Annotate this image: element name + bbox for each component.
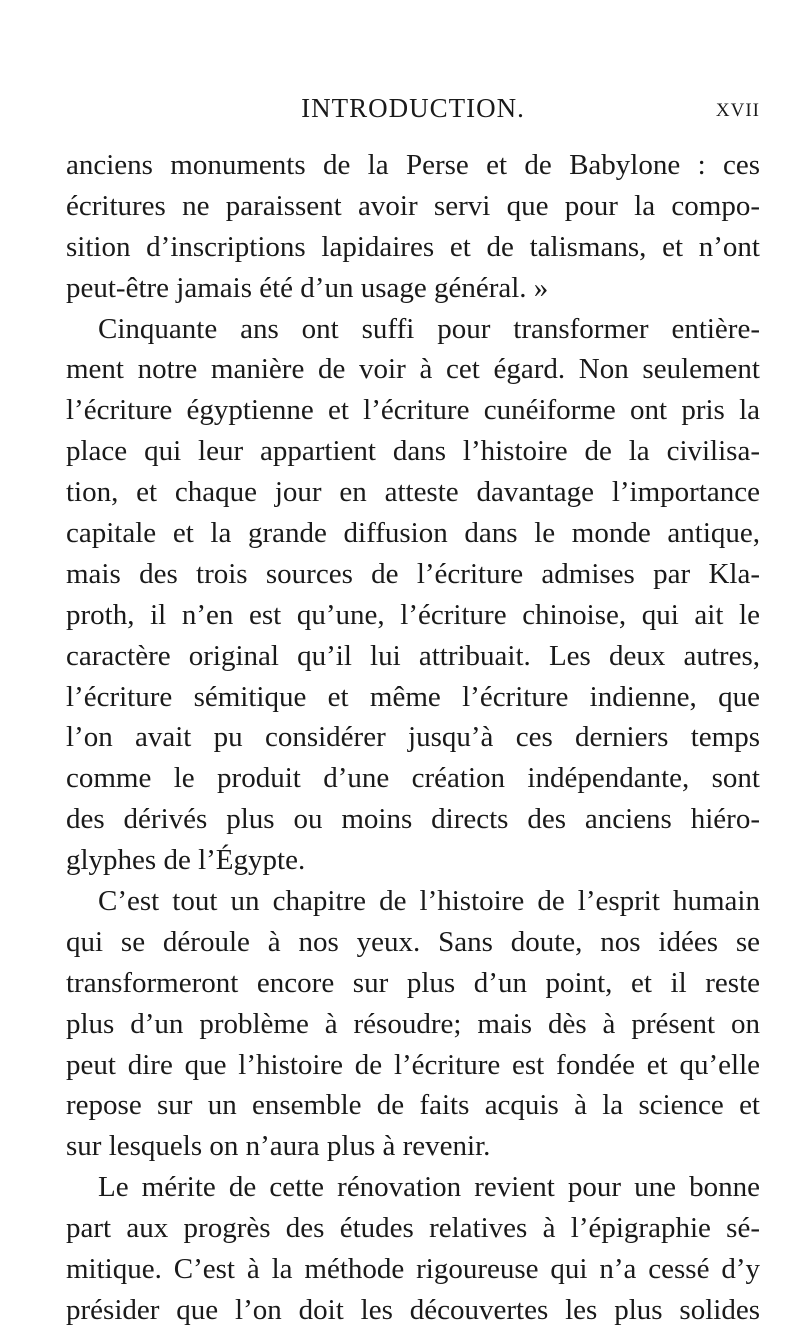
text-line: l’on avait pu considérer jusqu’à ces derniers temps <box>66 721 760 754</box>
text-line: caractère original qu’il lui attribuait. Les deux autres, <box>66 639 760 672</box>
text-line: capitale et la grande diffusion dans le monde antique, <box>66 517 760 550</box>
text-line: part aux progrès des études relatives à l’épigraphie sé- <box>66 1212 760 1245</box>
text-line: sition d’inscriptions lapidaires et de talismans, et n’ont <box>66 230 760 263</box>
text-line: des dérivés plus ou moins directs des anciens hiéro- <box>66 803 760 836</box>
text-line: l’écriture égyptienne et l’écriture cunéiforme ont pris la <box>66 394 760 427</box>
text-line: proth, il n’en est qu’une, l’écriture chinoise, qui ait le <box>66 598 760 631</box>
text-line: Le mérite de cette rénovation revient pour une bonne <box>98 1171 760 1204</box>
text-line: mitique. C’est à la méthode rigoureuse qui n’a cessé d’y <box>66 1253 760 1286</box>
page-number: XVII <box>715 100 760 121</box>
text-line: l’écriture sémitique et même l’écriture indienne, que <box>66 680 760 713</box>
text-line: ment notre manière de voir à cet égard. Non seulement <box>66 353 760 386</box>
text-line: place qui leur appartient dans l’histoire de la civilisa- <box>66 435 760 468</box>
text-line: C’est tout un chapitre de l’histoire de l’esprit humain <box>98 885 760 918</box>
text-line: transformeront encore sur plus d’un point, et il reste <box>66 966 760 999</box>
text-line: présider que l’on doit les découvertes les plus solides <box>66 1293 760 1326</box>
text-line: peut-être jamais été d’un usage général. » <box>66 271 549 304</box>
text-line: mais des trois sources de l’écriture admises par Kla- <box>66 557 760 590</box>
body-text <box>66 145 760 1331</box>
text-line: peut dire que l’histoire de l’écriture est fondée et qu’elle <box>66 1048 760 1081</box>
running-head <box>66 88 760 128</box>
text-line: repose sur un ensemble de faits acquis à la science et <box>66 1089 760 1122</box>
running-title: INTRODUCTION. <box>301 93 525 123</box>
text-line: qui se déroule à nos yeux. Sans doute, nos idées se <box>66 925 760 958</box>
text-line: écritures ne paraissent avoir servi que pour la compo- <box>66 189 760 222</box>
text-line: anciens monuments de la Perse et de Babylone : ces <box>66 149 760 181</box>
text-line: comme le produit d’une création indépendante, sont <box>66 762 760 795</box>
text-line: glyphes de l’Égypte. <box>66 844 306 877</box>
text-line: plus d’un problème à résoudre; mais dès à présent on <box>66 1007 760 1040</box>
text-line: Cinquante ans ont suffi pour transformer entière- <box>98 312 760 345</box>
text-line: tion, et chaque jour en atteste davantage l’importance <box>66 476 760 509</box>
text-line: sur lesquels on n’aura plus à revenir. <box>66 1130 491 1163</box>
